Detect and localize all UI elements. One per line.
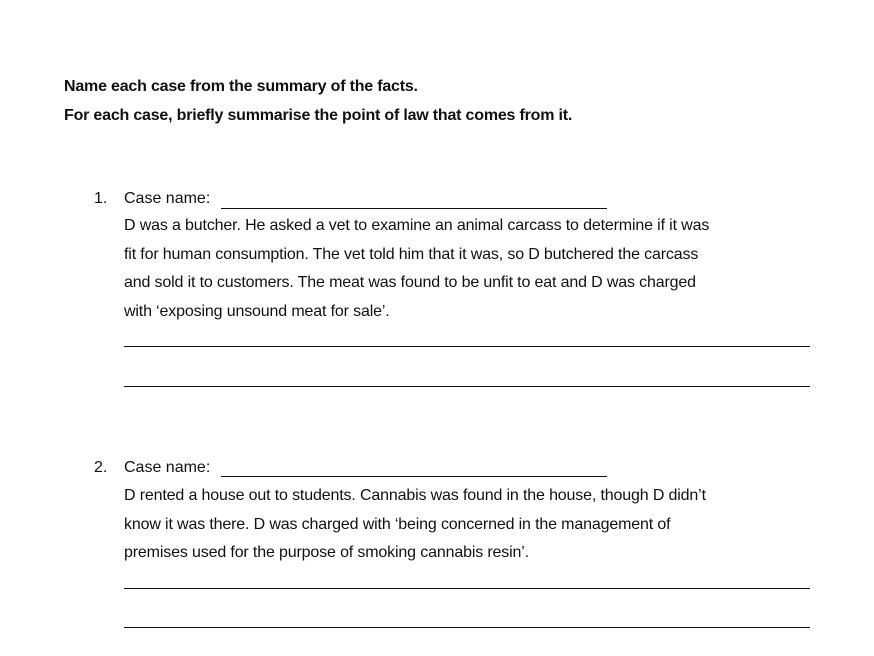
facts-line: D rented a house out to students. Cannabis was found in the house, though D didn’t	[124, 487, 706, 504]
facts-line: know it was there. D was charged with ‘being concerned in the management of	[124, 515, 671, 533]
answer-blank-2[interactable]	[124, 611, 810, 628]
case-facts	[124, 482, 814, 568]
answer-blank-2[interactable]	[124, 370, 810, 387]
case-name-blank[interactable]	[221, 460, 607, 477]
facts-line: premises used for the purpose of smoking cannabis resin’.	[124, 544, 529, 561]
facts-line: D was a butcher. He asked a vet to examine an animal carcass to determine if it was	[124, 217, 710, 234]
case-facts	[124, 212, 814, 326]
case-number: 1.	[94, 190, 108, 207]
answer-blank-1[interactable]	[124, 330, 810, 347]
instruction-line-1: Name each case from the summary of the facts.	[64, 78, 418, 95]
case-name-blank[interactable]	[221, 192, 607, 209]
case-name-label: Case name:	[124, 459, 211, 476]
answer-blank-1[interactable]	[124, 572, 810, 589]
facts-line: fit for human consumption. The vet told him that it was, so D butchered the carcass	[124, 245, 699, 263]
facts-line: and sold it to customers. The meat was found to be unfit to eat and D was charged	[124, 274, 696, 291]
case-number: 2.	[94, 459, 108, 476]
instruction-line-2: For each case, briefly summarise the point of law that comes from it.	[64, 107, 573, 124]
facts-line: with ‘exposing unsound meat for sale’.	[124, 302, 390, 320]
case-name-label: Case name:	[124, 190, 211, 207]
